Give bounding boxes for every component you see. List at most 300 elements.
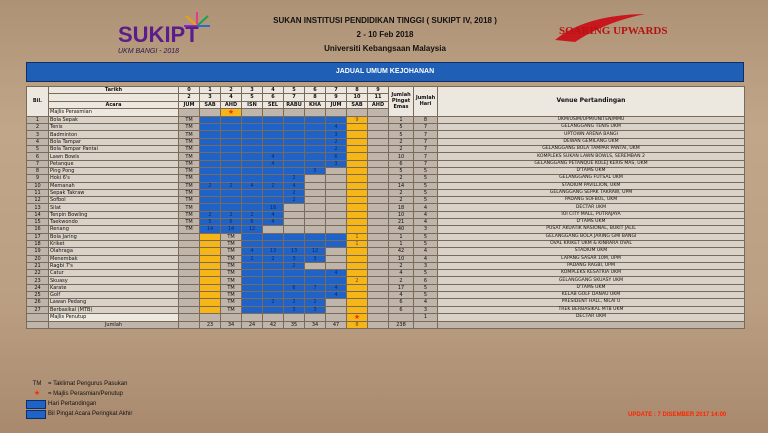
- pingat-cell: 10: [389, 255, 414, 262]
- day-cell: [200, 189, 221, 196]
- pingat-cell: 2: [389, 146, 414, 153]
- day-cell: TM: [221, 255, 242, 262]
- day-cell: [263, 138, 284, 145]
- day-cell: [347, 175, 368, 182]
- header-date: 10: [347, 94, 368, 101]
- day-cell: 13: [284, 248, 305, 255]
- day-cell: [347, 248, 368, 255]
- day-cell: [368, 124, 389, 131]
- star-icon: ★: [227, 107, 235, 116]
- day-cell: [242, 313, 263, 321]
- title-text: SUKAN INSTITUSI PENDIDIKAN TINGGI ( SUKIPT IV, 2018 ): [273, 16, 497, 25]
- day-cell: [368, 277, 389, 284]
- header-day-index: 8: [347, 87, 368, 94]
- day-cell: [284, 233, 305, 240]
- header-date: 5: [242, 94, 263, 101]
- event-name: Golf: [49, 292, 179, 299]
- title-dates: 2 - 10 Feb 2018: [356, 30, 414, 39]
- hari-cell: 7: [414, 153, 438, 160]
- day-cell: [305, 138, 326, 145]
- day-cell: [326, 189, 347, 196]
- number-swatch-icon: [26, 410, 46, 419]
- day-cell: [347, 292, 368, 299]
- venue-cell: GELANGGANG PETANQUE KOLEJ KERIS MAS, UKM: [438, 160, 745, 167]
- venue-cell: KOMPLEKS SUKAN LAWN BOWLS, SEREMBAN 2: [438, 153, 745, 160]
- day-cell: [242, 189, 263, 196]
- day-cell: [179, 313, 200, 321]
- header-day-index: 2: [221, 87, 242, 94]
- schedule-banner: JADUAL UMUM KEJOHANAN: [26, 62, 744, 82]
- day-cell: [305, 197, 326, 204]
- day-cell: [284, 146, 305, 153]
- day-cell: [242, 160, 263, 167]
- legend-star: [26, 389, 132, 399]
- event-row: [27, 255, 745, 262]
- pingat-cell: 6: [389, 160, 414, 167]
- blue-swatch-icon: [26, 400, 46, 409]
- venue-cell: D'TAMS UKM: [438, 284, 745, 291]
- event-name: Silat: [49, 204, 179, 211]
- day-cell: [284, 116, 305, 123]
- pingat-cell: 5: [389, 167, 414, 174]
- event-name: Lawan Pedang: [49, 299, 179, 306]
- day-cell: [284, 270, 305, 277]
- header-weekday: ISN: [242, 101, 263, 108]
- day-cell: [326, 240, 347, 247]
- legend: [26, 379, 132, 419]
- day-cell: 4: [284, 182, 305, 189]
- update-timestamp: UPDATE : 7 DISEMBER 2017 14:00: [628, 412, 727, 418]
- event-row: [27, 277, 745, 284]
- day-cell: [242, 233, 263, 240]
- day-cell: [284, 240, 305, 247]
- day-cell: 2: [200, 182, 221, 189]
- day-cell: [200, 204, 221, 211]
- header-day-index: 3: [242, 87, 263, 94]
- day-cell: [347, 197, 368, 204]
- day-cell: TM: [221, 233, 242, 240]
- day-cell: TM: [221, 292, 242, 299]
- jumlah-day-total: 34: [305, 321, 326, 328]
- event-row: [27, 131, 745, 138]
- day-cell: 3: [284, 255, 305, 262]
- day-cell: 6: [284, 284, 305, 291]
- day-cell: [221, 197, 242, 204]
- jumlah-day-total: 35: [284, 321, 305, 328]
- day-cell: [368, 306, 389, 313]
- day-cell: [263, 284, 284, 291]
- day-cell: [368, 153, 389, 160]
- event-name: Menembak: [49, 255, 179, 262]
- day-cell: 5: [200, 219, 221, 226]
- day-cell: 4: [242, 248, 263, 255]
- pingat-cell: 40: [389, 226, 414, 233]
- header-venue: Venue Pertandingan: [438, 87, 745, 117]
- day-cell: [326, 211, 347, 218]
- event-name: Karate: [49, 284, 179, 291]
- day-cell: [284, 153, 305, 160]
- day-cell: TM: [179, 211, 200, 218]
- day-cell: [368, 270, 389, 277]
- event-name: Tenpin Bowling: [49, 211, 179, 218]
- event-row: [27, 175, 745, 182]
- day-cell: [347, 219, 368, 226]
- day-cell: [368, 131, 389, 138]
- day-cell: TM: [179, 182, 200, 189]
- header-weekday: JUM: [326, 101, 347, 108]
- venue-cell: PRESIDENT HALL, NILAI U: [438, 299, 745, 306]
- jumlah-day-total: [368, 321, 389, 328]
- star-icon: ★: [353, 312, 361, 321]
- day-cell: [326, 175, 347, 182]
- day-cell: [284, 131, 305, 138]
- jumlah-label: Jumlah: [49, 321, 179, 328]
- schedule-table: [26, 86, 745, 329]
- pingat-cell: 2: [389, 262, 414, 269]
- day-cell: [368, 182, 389, 189]
- event-name: Memanah: [49, 182, 179, 189]
- day-cell: [200, 255, 221, 262]
- day-cell: TM: [221, 240, 242, 247]
- venue-cell: IOI CITY MALL, PUTRAJAYA: [438, 211, 745, 218]
- event-row: [27, 292, 745, 299]
- venue-cell: GELANGGANG BOLA TAMPAR PANTAI, UKM: [438, 146, 745, 153]
- venue-cell: GELANGGANG BOLA JARING GMI BANGI: [438, 233, 745, 240]
- venue-cell: STADIUM PAVILLION, UKM: [438, 182, 745, 189]
- day-cell: [179, 108, 200, 116]
- day-cell: [326, 116, 347, 123]
- hari-cell: 5: [414, 182, 438, 189]
- header-weekday: RABU: [284, 101, 305, 108]
- hari-cell: 7: [414, 131, 438, 138]
- header-date: 8: [305, 94, 326, 101]
- pingat-cell: 1: [389, 240, 414, 247]
- event-row: [27, 197, 745, 204]
- day-cell: TM: [221, 270, 242, 277]
- day-cell: [326, 167, 347, 174]
- hari-cell: 5: [414, 189, 438, 196]
- event-row: [27, 204, 745, 211]
- event-number: 12: [27, 197, 49, 204]
- day-cell: [200, 153, 221, 160]
- svg-text:UKM BANGI - 2018: UKM BANGI - 2018: [118, 48, 180, 55]
- day-cell: [263, 116, 284, 123]
- day-cell: 3: [284, 306, 305, 313]
- day-cell: [200, 313, 221, 321]
- pingat-cell: 42: [389, 248, 414, 255]
- header-date: 9: [326, 94, 347, 101]
- pingat-cell: 10: [389, 153, 414, 160]
- event-name: Sofbol: [49, 197, 179, 204]
- soaring-upwards-logo: [545, 10, 668, 52]
- day-cell: [326, 306, 347, 313]
- day-cell: [221, 124, 242, 131]
- event-row: [27, 240, 745, 247]
- day-cell: [200, 124, 221, 131]
- day-cell: TM: [221, 284, 242, 291]
- day-cell: 1: [347, 240, 368, 247]
- day-cell: [347, 262, 368, 269]
- header-day-index: 0: [179, 87, 200, 94]
- sukipt-logo: [112, 8, 242, 56]
- venue-cell: TREK BERBASIKAL MTB UKM: [438, 306, 745, 313]
- day-cell: [179, 248, 200, 255]
- day-cell: 2: [284, 175, 305, 182]
- event-name: Catur: [49, 270, 179, 277]
- venue-cell: [438, 321, 745, 328]
- event-name: Taekwondo: [49, 219, 179, 226]
- day-cell: [305, 313, 326, 321]
- event-name: Lawn Bowls: [49, 153, 179, 160]
- hari-cell: 5: [414, 292, 438, 299]
- day-cell: [263, 226, 284, 233]
- day-cell: [347, 299, 368, 306]
- event-name: Petanque: [49, 160, 179, 167]
- legend-bil-text: Bil Pingat Acara Peringkat Akhir: [48, 411, 133, 417]
- day-cell: [200, 197, 221, 204]
- day-cell: 18: [263, 204, 284, 211]
- hari-cell: 4: [414, 255, 438, 262]
- day-cell: [242, 138, 263, 145]
- event-row: [27, 124, 745, 131]
- header-bil: Bil.: [27, 87, 49, 117]
- majlis-penutup-label: Majlis Penutup: [49, 313, 179, 321]
- day-cell: [242, 175, 263, 182]
- venue-cell: UKM/USIM/UPM/UNITEN/MMU: [438, 116, 745, 123]
- day-cell: 6: [326, 153, 347, 160]
- day-cell: 13: [263, 248, 284, 255]
- pingat-cell: 14: [389, 182, 414, 189]
- day-cell: [305, 233, 326, 240]
- majlis-perasmian-label: Majlis Perasmian: [49, 108, 179, 116]
- venue-cell: PUSAT AKUATIK NASIONAL, BUKIT JALIL: [438, 226, 745, 233]
- day-cell: 4: [263, 219, 284, 226]
- day-cell: TM: [221, 262, 242, 269]
- day-cell: [368, 189, 389, 196]
- event-number: [27, 321, 49, 328]
- day-cell: [368, 226, 389, 233]
- day-cell: 2: [200, 211, 221, 218]
- event-number: 16: [27, 226, 49, 233]
- event-name: Badminton: [49, 131, 179, 138]
- day-cell: [347, 167, 368, 174]
- day-cell: [179, 277, 200, 284]
- day-cell: [284, 160, 305, 167]
- day-cell: 14: [200, 226, 221, 233]
- day-cell: [200, 233, 221, 240]
- hari-cell: [414, 321, 438, 328]
- header-weekday: SAB: [347, 101, 368, 108]
- header-day-index: 6: [305, 87, 326, 94]
- event-name: Bola Tampar Pantai: [49, 146, 179, 153]
- event-row: [27, 306, 745, 313]
- day-cell: [263, 262, 284, 269]
- day-cell: [221, 131, 242, 138]
- day-cell: 2: [347, 277, 368, 284]
- hari-cell: 4: [414, 204, 438, 211]
- day-cell: [200, 160, 221, 167]
- event-row: [27, 167, 745, 174]
- day-cell: 4: [242, 182, 263, 189]
- day-cell: TM: [179, 116, 200, 123]
- day-cell: TM: [179, 146, 200, 153]
- day-cell: 2: [326, 138, 347, 145]
- day-cell: TM: [221, 248, 242, 255]
- event-name: Hoki 6's: [49, 175, 179, 182]
- day-cell: [368, 292, 389, 299]
- day-cell: TM: [179, 175, 200, 182]
- jumlah-day-total: 47: [326, 321, 347, 328]
- header-day-index: 5: [284, 87, 305, 94]
- venue-cell: KOMPLEKS KESATRIA UKM: [438, 270, 745, 277]
- pingat-cell: 6: [389, 306, 414, 313]
- pingat-cell: 17: [389, 284, 414, 291]
- event-number: 10: [27, 182, 49, 189]
- header-date: 2: [179, 94, 200, 101]
- venue-cell: STADIUM UKM: [438, 248, 745, 255]
- event-name: Bola Sepak: [49, 116, 179, 123]
- venue-cell: DEWAN GEMILANG UKM: [438, 138, 745, 145]
- venue-cell: KELAB GOLF DANAU UKM: [438, 292, 745, 299]
- day-cell: [263, 233, 284, 240]
- day-cell: [326, 219, 347, 226]
- hari-cell: 7: [414, 146, 438, 153]
- pingat-cell: 2: [389, 189, 414, 196]
- day-cell: [221, 153, 242, 160]
- day-cell: [305, 131, 326, 138]
- event-number: 13: [27, 204, 49, 211]
- event-name: Tenis: [49, 124, 179, 131]
- day-cell: [179, 262, 200, 269]
- day-cell: [326, 248, 347, 255]
- event-number: 11: [27, 189, 49, 196]
- venue-cell: OVAL KRIKET UKM & KINRARA OVAL: [438, 240, 745, 247]
- header-acara: Acara: [49, 101, 179, 108]
- day-cell: 4: [326, 292, 347, 299]
- legend-hari-text: Hari Pertandingan: [48, 401, 97, 407]
- day-cell: [326, 182, 347, 189]
- header-tarikh: Tarikh: [49, 87, 179, 94]
- pingat-cell: 1: [389, 116, 414, 123]
- jumlah-day-total: 24: [242, 321, 263, 328]
- hari-cell: 3: [414, 226, 438, 233]
- day-cell: [305, 270, 326, 277]
- event-number: 26: [27, 299, 49, 306]
- hari-cell: 7: [414, 160, 438, 167]
- day-cell: [305, 262, 326, 269]
- legend-tm-text: = Taklimat Pengurus Pasukan: [48, 381, 128, 387]
- day-cell: [242, 116, 263, 123]
- header-day-index: 7: [326, 87, 347, 94]
- day-cell: [368, 313, 389, 321]
- day-cell: [284, 124, 305, 131]
- day-cell: [368, 262, 389, 269]
- day-cell: [305, 240, 326, 247]
- jumlah-day-total: 42: [263, 321, 284, 328]
- event-name: Bola Jaring: [49, 233, 179, 240]
- day-cell: [242, 240, 263, 247]
- day-cell: [221, 189, 242, 196]
- pingat-cell: 5: [389, 124, 414, 131]
- day-cell: [347, 204, 368, 211]
- day-cell: [242, 299, 263, 306]
- star-icon: ★: [33, 390, 41, 397]
- venue-cell: PADANG RAGBI, UPM: [438, 262, 745, 269]
- day-cell: 2: [221, 211, 242, 218]
- jumlah-day-total: 8: [347, 321, 368, 328]
- pingat-cell: 21: [389, 219, 414, 226]
- day-cell: [179, 284, 200, 291]
- venue-cell: DECTAR UKM: [438, 204, 745, 211]
- day-cell: [284, 226, 305, 233]
- day-cell: [263, 306, 284, 313]
- event-row: [27, 248, 745, 255]
- venue-cell: PADANG SOFBOL, UKM: [438, 197, 745, 204]
- day-cell: 4: [326, 284, 347, 291]
- day-cell: 3: [305, 306, 326, 313]
- pingat-cell: 5: [389, 131, 414, 138]
- day-cell: [263, 167, 284, 174]
- day-cell: 4: [263, 160, 284, 167]
- day-cell: 3: [326, 131, 347, 138]
- day-cell: [263, 175, 284, 182]
- day-cell: [263, 108, 284, 116]
- day-cell: [200, 108, 221, 116]
- day-cell: [368, 248, 389, 255]
- day-cell: 6: [242, 219, 263, 226]
- day-cell: [200, 299, 221, 306]
- day-cell: 9: [347, 116, 368, 123]
- day-cell: [221, 138, 242, 145]
- event-row: [27, 299, 745, 306]
- day-cell: 2: [263, 255, 284, 262]
- header-blank: [49, 94, 179, 101]
- day-cell: [263, 240, 284, 247]
- event-number: 18: [27, 240, 49, 247]
- day-cell: TM: [179, 153, 200, 160]
- pingat-cell: 10: [389, 211, 414, 218]
- event-name: Sepak Takraw: [49, 189, 179, 196]
- hari-cell: 5: [414, 233, 438, 240]
- day-cell: [326, 233, 347, 240]
- day-cell: [284, 167, 305, 174]
- day-cell: [368, 204, 389, 211]
- day-cell: 4: [326, 124, 347, 131]
- event-number: 22: [27, 270, 49, 277]
- day-cell: [347, 182, 368, 189]
- day-cell: [347, 284, 368, 291]
- day-cell: TM: [179, 160, 200, 167]
- day-cell: [284, 313, 305, 321]
- day-cell: [305, 292, 326, 299]
- day-cell: 4: [326, 270, 347, 277]
- day-cell: [326, 299, 347, 306]
- header-date: 7: [284, 94, 305, 101]
- day-cell: [326, 255, 347, 262]
- day-cell: 2: [263, 182, 284, 189]
- day-cell: [263, 189, 284, 196]
- header-date: 11: [368, 94, 389, 101]
- hari-cell: 6: [414, 277, 438, 284]
- event-row: [27, 262, 745, 269]
- day-cell: [368, 146, 389, 153]
- day-cell: [347, 270, 368, 277]
- day-cell: [221, 116, 242, 123]
- day-cell: [368, 167, 389, 174]
- day-cell: [179, 306, 200, 313]
- venue-cell: D'TAMS UKM: [438, 167, 745, 174]
- majlis-penutup-row: [27, 313, 745, 321]
